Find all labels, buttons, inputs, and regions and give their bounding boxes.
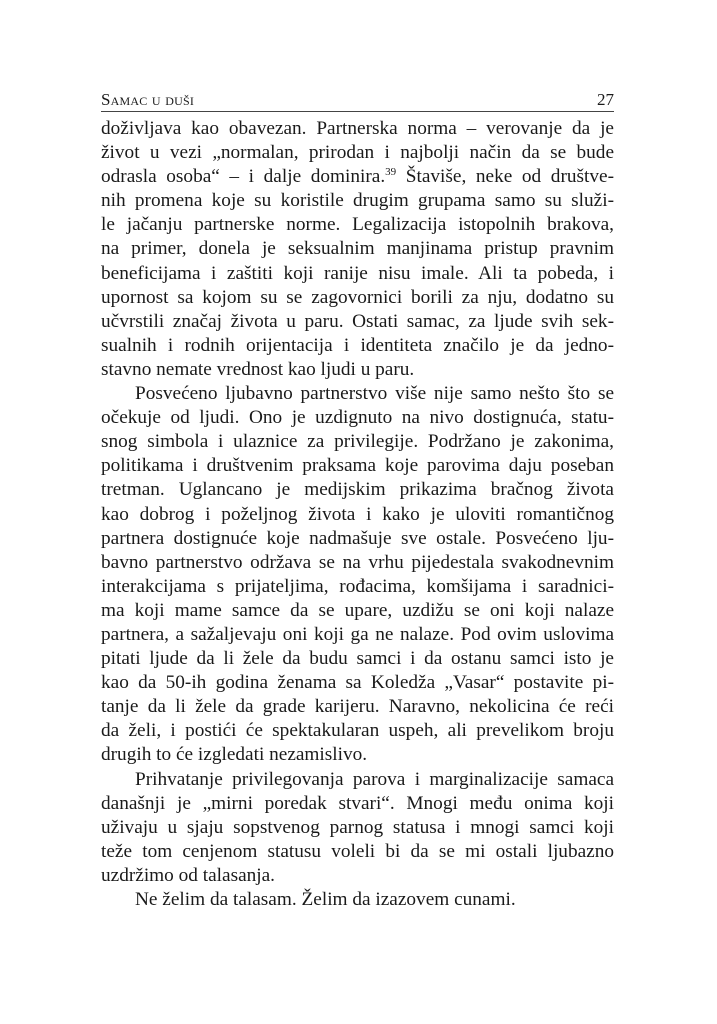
footnote-reference: 39: [385, 166, 397, 179]
running-header: [101, 88, 614, 112]
text-line: teže tom cenjenom statusu voleli bi da se mi ostali ljubazno: [101, 840, 614, 862]
text-line: Posvećeno ljubavno partnerstvo više nije samo nešto što se: [135, 383, 614, 405]
text-line: upornost sa kojom su se zagovornici borili za nju, dodatno su: [101, 286, 614, 308]
text-line: kao da 50-ih godina ženama sa Koledža „Vasar“ postavite pi-: [101, 672, 614, 694]
text-line: odrasla osoba“ – i dalje dominira.$^{39}$ Štaviše, neke od društve-: [101, 166, 614, 188]
paragraph: [101, 768, 614, 888]
text-line: politikama i društvenim praksama koje parovima daju poseban: [101, 455, 614, 477]
text-line: na primer, donela je seksualnim manjinama pristup pravnim: [101, 238, 614, 260]
text-line: snog simbola i ulaznice za privilegije. Podržano je zakonima,: [101, 431, 614, 453]
text-line: Prihvatanje privilegovanja parova i marginalizacije samaca: [135, 768, 614, 790]
text-line: drugih to će izgledati nezamislivo.: [101, 744, 368, 766]
text-line: ma koji mame samce da se upare, uzdižu se oni koji nalaze: [101, 599, 614, 621]
text-line: doživljava kao obavezan. Partnerska norma – verovanje da je: [101, 118, 614, 139]
text-line: da želi, i postići će spektakularan uspeh, ali prevelikom broju: [101, 720, 614, 742]
text-line: današnji je „mirni poredak stvari“. Mnogi među onima koji: [101, 792, 614, 814]
page-number: 27: [597, 90, 614, 109]
text-line: nih promena koje su koristile drugim grupama samo su služi-: [101, 190, 614, 212]
text-line: život u vezi „normalan, prirodan i najbolji način da se bude: [101, 142, 614, 164]
text-line: interakcijama s prijateljima, rođacima, komšijama i saradnici-: [101, 575, 614, 597]
running-head-title: Samac u duši: [101, 90, 195, 109]
text-line: partnera, a sažaljevaju oni koji ga ne nalaze. Pod ovim uslovima: [101, 623, 614, 645]
text-line: partnera dostignuće koje nadmašuje sve ostale. Posvećeno lju-: [101, 527, 614, 549]
body-text: [101, 117, 614, 912]
text-line: očekuje od ljudi. Ono je uzdignuto na nivo dostignuća, statu-: [101, 407, 614, 429]
text-line: učvrstili značaj života u paru. Ostati samac, za ljude svih sek-: [101, 310, 614, 332]
text-line: le jačanju partnerske norme. Legalizacija istopolnih brakova,: [101, 214, 614, 236]
paragraph: [101, 888, 614, 912]
text-line: bavno partnerstvo održava se na vrhu pijedestala svakodnevnim: [101, 551, 614, 573]
paragraph: [101, 382, 614, 768]
text-line: stavno nemate vrednost kao ljudi u paru.: [101, 358, 415, 380]
text-line: tretman. Uglancano je medijskim prikazima bračnog života: [101, 479, 614, 501]
book-page: [101, 88, 614, 912]
text-line: uzdržimo od talasanja.: [101, 864, 276, 886]
text-line: sualnih i rodnih orijentacija i identiteta značilo je da jedno-: [101, 334, 614, 356]
text-line: kao dobrog i poželjnog života i kako je uloviti romantičnog: [101, 503, 614, 525]
text-line: Ne želim da talasam. Želim da izazovem cunami.: [135, 889, 516, 910]
text-line: beneficijama i zaštiti koji ranije nisu imale. Ali ta pobeda, i: [101, 262, 614, 284]
text-line: tanje da li žele da grade karijeru. Naravno, nekolicina će reći: [101, 696, 614, 718]
paragraph: [101, 117, 614, 382]
text-line: uživaju u sjaju sopstvenog parnog statusa i mnogi samci koji: [101, 816, 614, 838]
text-line: pitati ljude da li žele da budu samci i da ostanu samci isto je: [101, 648, 614, 670]
